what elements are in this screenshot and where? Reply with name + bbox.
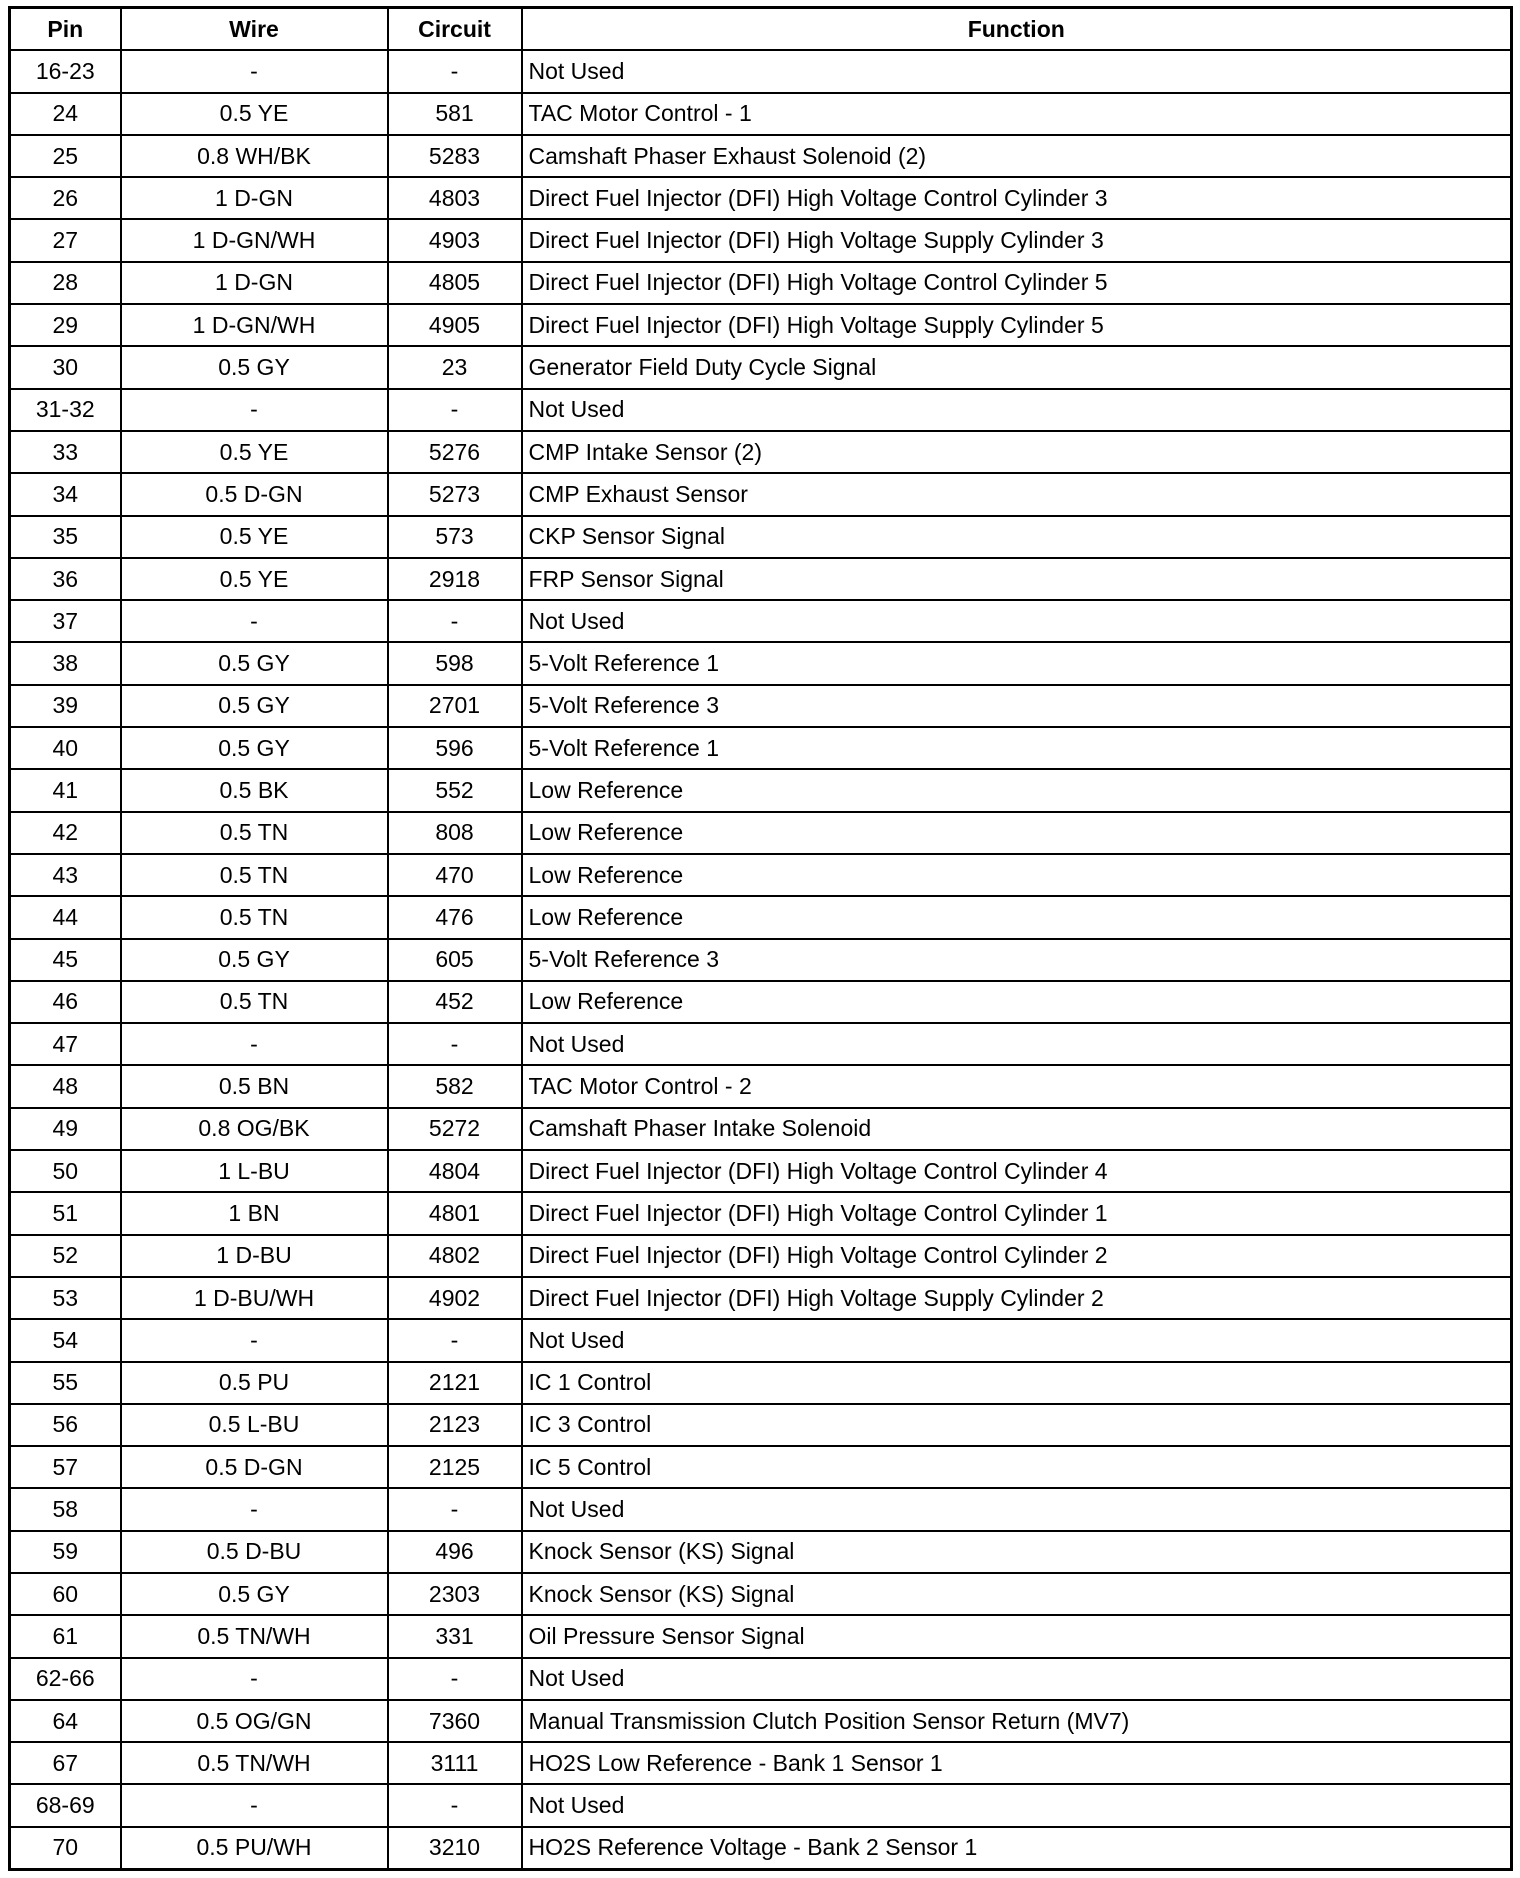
cell-circuit: 4805 — [388, 262, 522, 304]
cell-function: Knock Sensor (KS) Signal — [522, 1531, 1512, 1573]
cell-circuit: 552 — [388, 769, 522, 811]
cell-pin: 24 — [10, 93, 121, 135]
cell-pin: 35 — [10, 516, 121, 558]
cell-wire: 0.5 PU/WH — [121, 1827, 388, 1870]
cell-wire: - — [121, 1488, 388, 1530]
cell-wire: 1 D-GN — [121, 177, 388, 219]
table-row — [10, 1658, 1512, 1700]
cell-circuit: 808 — [388, 812, 522, 854]
cell-circuit: 331 — [388, 1615, 522, 1657]
cell-wire: - — [121, 600, 388, 642]
cell-pin: 42 — [10, 812, 121, 854]
cell-pin: 40 — [10, 727, 121, 769]
cell-pin: 68-69 — [10, 1784, 121, 1826]
cell-wire: 0.5 D-GN — [121, 1446, 388, 1488]
cell-pin: 54 — [10, 1319, 121, 1361]
cell-wire: - — [121, 1319, 388, 1361]
table-row — [10, 1784, 1512, 1826]
cell-pin: 47 — [10, 1023, 121, 1065]
cell-wire: - — [121, 1658, 388, 1700]
cell-function: IC 5 Control — [522, 1446, 1512, 1488]
cell-function: 5-Volt Reference 3 — [522, 685, 1512, 727]
cell-pin: 39 — [10, 685, 121, 727]
cell-wire: 0.5 GY — [121, 685, 388, 727]
cell-circuit: 581 — [388, 93, 522, 135]
cell-function: Manual Transmission Clutch Position Sensor Return (MV7) — [522, 1700, 1512, 1742]
table-row — [10, 769, 1512, 811]
cell-function: 5-Volt Reference 1 — [522, 727, 1512, 769]
cell-pin: 56 — [10, 1404, 121, 1446]
table-row — [10, 1573, 1512, 1615]
cell-pin: 48 — [10, 1065, 121, 1107]
cell-pin: 38 — [10, 642, 121, 684]
cell-circuit: 2918 — [388, 558, 522, 600]
table-row — [10, 346, 1512, 388]
cell-circuit: - — [388, 389, 522, 431]
table-row — [10, 939, 1512, 981]
cell-wire: 1 L-BU — [121, 1150, 388, 1192]
cell-circuit: 4905 — [388, 304, 522, 346]
table-row — [10, 135, 1512, 177]
table-row — [10, 1192, 1512, 1234]
cell-pin: 46 — [10, 981, 121, 1023]
table-row — [10, 304, 1512, 346]
cell-function: Low Reference — [522, 896, 1512, 938]
table-row — [10, 685, 1512, 727]
cell-pin: 31-32 — [10, 389, 121, 431]
cell-circuit: 573 — [388, 516, 522, 558]
cell-pin: 44 — [10, 896, 121, 938]
cell-circuit: 2701 — [388, 685, 522, 727]
cell-wire: 0.5 YE — [121, 516, 388, 558]
table-row — [10, 1319, 1512, 1361]
cell-circuit: 605 — [388, 939, 522, 981]
cell-function: Not Used — [522, 1784, 1512, 1826]
cell-function: Direct Fuel Injector (DFI) High Voltage Supply Cylinder 2 — [522, 1277, 1512, 1319]
table-row — [10, 1488, 1512, 1530]
table-row — [10, 896, 1512, 938]
cell-wire: 0.8 WH/BK — [121, 135, 388, 177]
table-row — [10, 1235, 1512, 1277]
table-row — [10, 600, 1512, 642]
cell-circuit: 5272 — [388, 1108, 522, 1150]
cell-function: Low Reference — [522, 854, 1512, 896]
cell-function: Low Reference — [522, 812, 1512, 854]
table-row — [10, 177, 1512, 219]
cell-wire: 1 D-GN/WH — [121, 304, 388, 346]
table-row — [10, 50, 1512, 92]
cell-wire: 0.5 YE — [121, 431, 388, 473]
cell-wire: 1 BN — [121, 1192, 388, 1234]
cell-wire: - — [121, 1784, 388, 1826]
cell-wire: 0.5 TN — [121, 812, 388, 854]
cell-circuit: - — [388, 1319, 522, 1361]
cell-pin: 26 — [10, 177, 121, 219]
cell-function: Low Reference — [522, 981, 1512, 1023]
cell-function: Camshaft Phaser Intake Solenoid — [522, 1108, 1512, 1150]
cell-pin: 61 — [10, 1615, 121, 1657]
table-row — [10, 1700, 1512, 1742]
cell-pin: 37 — [10, 600, 121, 642]
table-row — [10, 473, 1512, 515]
table-row — [10, 642, 1512, 684]
cell-function: Not Used — [522, 1658, 1512, 1700]
cell-circuit: - — [388, 1023, 522, 1065]
cell-pin: 25 — [10, 135, 121, 177]
cell-circuit: 4903 — [388, 219, 522, 261]
cell-pin: 36 — [10, 558, 121, 600]
table-row — [10, 219, 1512, 261]
cell-wire: 1 D-GN — [121, 262, 388, 304]
cell-pin: 52 — [10, 1235, 121, 1277]
cell-function: 5-Volt Reference 3 — [522, 939, 1512, 981]
cell-wire: 0.5 GY — [121, 642, 388, 684]
cell-function: 5-Volt Reference 1 — [522, 642, 1512, 684]
table-body — [10, 50, 1512, 1869]
cell-circuit: 4804 — [388, 1150, 522, 1192]
cell-circuit: 596 — [388, 727, 522, 769]
cell-wire: - — [121, 50, 388, 92]
table-row — [10, 1362, 1512, 1404]
cell-function: Low Reference — [522, 769, 1512, 811]
cell-wire: 1 D-GN/WH — [121, 219, 388, 261]
cell-pin: 29 — [10, 304, 121, 346]
cell-pin: 50 — [10, 1150, 121, 1192]
cell-wire: 0.5 GY — [121, 727, 388, 769]
table-row — [10, 1827, 1512, 1870]
cell-function: Direct Fuel Injector (DFI) High Voltage Control Cylinder 2 — [522, 1235, 1512, 1277]
cell-pin: 49 — [10, 1108, 121, 1150]
table-row — [10, 262, 1512, 304]
table-row — [10, 93, 1512, 135]
cell-wire: 0.5 BN — [121, 1065, 388, 1107]
table-row — [10, 1277, 1512, 1319]
cell-wire: 0.5 GY — [121, 939, 388, 981]
cell-pin: 28 — [10, 262, 121, 304]
cell-pin: 43 — [10, 854, 121, 896]
cell-function: Camshaft Phaser Exhaust Solenoid (2) — [522, 135, 1512, 177]
cell-circuit: 5283 — [388, 135, 522, 177]
cell-circuit: - — [388, 600, 522, 642]
table-row — [10, 1531, 1512, 1573]
cell-circuit: 4802 — [388, 1235, 522, 1277]
cell-wire: 0.5 L-BU — [121, 1404, 388, 1446]
table-row — [10, 389, 1512, 431]
header-pin: Pin — [10, 8, 121, 51]
cell-pin: 16-23 — [10, 50, 121, 92]
cell-pin: 57 — [10, 1446, 121, 1488]
cell-function: Oil Pressure Sensor Signal — [522, 1615, 1512, 1657]
cell-wire: 0.5 D-BU — [121, 1531, 388, 1573]
cell-function: Not Used — [522, 1023, 1512, 1065]
cell-circuit: 2303 — [388, 1573, 522, 1615]
cell-pin: 30 — [10, 346, 121, 388]
table-row — [10, 1404, 1512, 1446]
cell-circuit: 470 — [388, 854, 522, 896]
table-row — [10, 1023, 1512, 1065]
table-row — [10, 812, 1512, 854]
cell-function: Not Used — [522, 1488, 1512, 1530]
cell-wire: 0.5 BK — [121, 769, 388, 811]
cell-circuit: - — [388, 50, 522, 92]
cell-pin: 62-66 — [10, 1658, 121, 1700]
cell-circuit: 23 — [388, 346, 522, 388]
cell-wire: 1 D-BU/WH — [121, 1277, 388, 1319]
cell-circuit: - — [388, 1658, 522, 1700]
header-wire: Wire — [121, 8, 388, 51]
cell-function: IC 3 Control — [522, 1404, 1512, 1446]
header-function: Function — [522, 8, 1512, 51]
cell-pin: 67 — [10, 1742, 121, 1784]
cell-pin: 55 — [10, 1362, 121, 1404]
cell-wire: - — [121, 389, 388, 431]
cell-wire: 0.5 D-GN — [121, 473, 388, 515]
cell-wire: 0.5 YE — [121, 93, 388, 135]
cell-pin: 53 — [10, 1277, 121, 1319]
header-circuit: Circuit — [388, 8, 522, 51]
cell-wire: 0.5 TN — [121, 981, 388, 1023]
cell-pin: 59 — [10, 1531, 121, 1573]
cell-pin: 27 — [10, 219, 121, 261]
table-row — [10, 727, 1512, 769]
cell-function: CMP Exhaust Sensor — [522, 473, 1512, 515]
cell-circuit: 3210 — [388, 1827, 522, 1870]
cell-pin: 34 — [10, 473, 121, 515]
cell-wire: 0.5 TN — [121, 854, 388, 896]
cell-wire: 0.8 OG/BK — [121, 1108, 388, 1150]
header-row — [10, 8, 1512, 51]
cell-function: Direct Fuel Injector (DFI) High Voltage Control Cylinder 4 — [522, 1150, 1512, 1192]
cell-wire: 0.5 TN — [121, 896, 388, 938]
cell-circuit: 4803 — [388, 177, 522, 219]
table-row — [10, 516, 1512, 558]
cell-function: Not Used — [522, 389, 1512, 431]
table-row — [10, 981, 1512, 1023]
cell-function: CKP Sensor Signal — [522, 516, 1512, 558]
cell-function: Not Used — [522, 1319, 1512, 1361]
cell-pin: 60 — [10, 1573, 121, 1615]
table-row — [10, 1150, 1512, 1192]
cell-function: FRP Sensor Signal — [522, 558, 1512, 600]
cell-wire: 0.5 TN/WH — [121, 1742, 388, 1784]
cell-circuit: 5273 — [388, 473, 522, 515]
cell-function: TAC Motor Control - 1 — [522, 93, 1512, 135]
cell-pin: 41 — [10, 769, 121, 811]
cell-wire: 0.5 GY — [121, 346, 388, 388]
cell-wire: 0.5 OG/GN — [121, 1700, 388, 1742]
cell-function: Not Used — [522, 50, 1512, 92]
cell-function: TAC Motor Control - 2 — [522, 1065, 1512, 1107]
cell-function: IC 1 Control — [522, 1362, 1512, 1404]
cell-circuit: 2123 — [388, 1404, 522, 1446]
cell-function: Generator Field Duty Cycle Signal — [522, 346, 1512, 388]
table-row — [10, 1446, 1512, 1488]
cell-circuit: 5276 — [388, 431, 522, 473]
cell-circuit: 4902 — [388, 1277, 522, 1319]
table-row — [10, 1742, 1512, 1784]
cell-circuit: 2125 — [388, 1446, 522, 1488]
cell-function: HO2S Low Reference - Bank 1 Sensor 1 — [522, 1742, 1512, 1784]
table-row — [10, 854, 1512, 896]
cell-circuit: 4801 — [388, 1192, 522, 1234]
cell-function: Not Used — [522, 600, 1512, 642]
cell-function: HO2S Reference Voltage - Bank 2 Sensor 1 — [522, 1827, 1512, 1870]
cell-pin: 33 — [10, 431, 121, 473]
cell-circuit: 452 — [388, 981, 522, 1023]
cell-pin: 45 — [10, 939, 121, 981]
cell-function: Knock Sensor (KS) Signal — [522, 1573, 1512, 1615]
cell-wire: - — [121, 1023, 388, 1065]
table-row — [10, 1065, 1512, 1107]
cell-circuit: 476 — [388, 896, 522, 938]
cell-circuit: 582 — [388, 1065, 522, 1107]
cell-wire: 1 D-BU — [121, 1235, 388, 1277]
cell-function: Direct Fuel Injector (DFI) High Voltage Control Cylinder 5 — [522, 262, 1512, 304]
cell-wire: 0.5 YE — [121, 558, 388, 600]
table-row — [10, 431, 1512, 473]
cell-function: Direct Fuel Injector (DFI) High Voltage Control Cylinder 3 — [522, 177, 1512, 219]
cell-pin: 70 — [10, 1827, 121, 1870]
pinout-table — [8, 6, 1513, 1871]
table-row — [10, 1108, 1512, 1150]
cell-function: Direct Fuel Injector (DFI) High Voltage Control Cylinder 1 — [522, 1192, 1512, 1234]
cell-circuit: 7360 — [388, 1700, 522, 1742]
table-row — [10, 1615, 1512, 1657]
cell-circuit: 496 — [388, 1531, 522, 1573]
cell-pin: 51 — [10, 1192, 121, 1234]
cell-wire: 0.5 GY — [121, 1573, 388, 1615]
cell-wire: 0.5 TN/WH — [121, 1615, 388, 1657]
cell-function: Direct Fuel Injector (DFI) High Voltage Supply Cylinder 5 — [522, 304, 1512, 346]
cell-circuit: - — [388, 1784, 522, 1826]
table-row — [10, 558, 1512, 600]
cell-function: CMP Intake Sensor (2) — [522, 431, 1512, 473]
cell-circuit: - — [388, 1488, 522, 1530]
cell-function: Direct Fuel Injector (DFI) High Voltage Supply Cylinder 3 — [522, 219, 1512, 261]
cell-pin: 58 — [10, 1488, 121, 1530]
cell-wire: 0.5 PU — [121, 1362, 388, 1404]
cell-circuit: 598 — [388, 642, 522, 684]
cell-circuit: 3111 — [388, 1742, 522, 1784]
cell-pin: 64 — [10, 1700, 121, 1742]
cell-circuit: 2121 — [388, 1362, 522, 1404]
